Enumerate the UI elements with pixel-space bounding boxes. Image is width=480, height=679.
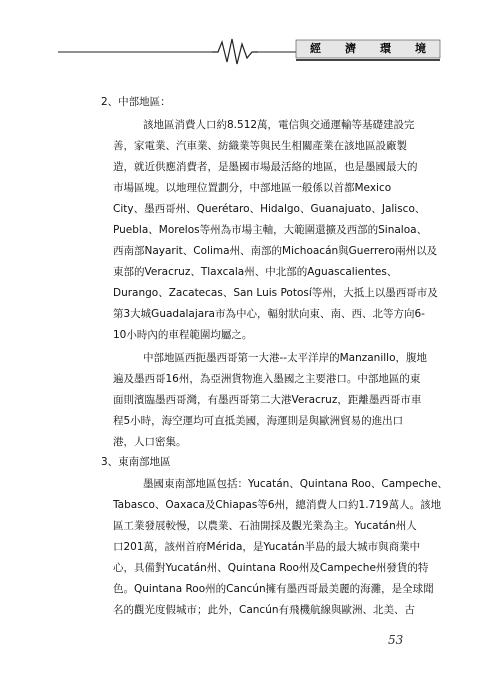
header-char-3: 環: [380, 42, 391, 55]
paragraph-line: 善，家電業、汽車業、紡織業等與民生相關產業在該地區設廠製: [113, 140, 407, 152]
header-char-2: 濟: [345, 42, 356, 55]
paragraph-line: 市場區塊。以地理位置劃分，中部地區一般係以首都Mexico: [113, 182, 392, 194]
paragraph-line: 面則濱臨墨西哥灣，有墨西哥第二大港Veracruz，距離墨西哥市車: [113, 394, 422, 406]
paragraph-line: 西南部Nayarit、Colima州、南部的Michoacán與Guerrero兩州以及: [113, 245, 438, 257]
paragraph-line: 名的觀光度假城市；此外，Cancún有飛機航線與歐洲、北美、古: [113, 604, 416, 616]
paragraph-line: 心，具備對Yucatán州、Quintana Roo州及Campeche州發貨的特: [113, 562, 429, 574]
paragraph-line: 東部的Veracruz、Tlaxcala州、中北部的Aguascalientes、: [113, 266, 398, 278]
paragraph-line: 港，人口密集。: [113, 436, 187, 448]
paragraph-line: 中部地區西扼墨西哥第一大港--太平洋岸的Manzanillo，腹地: [143, 352, 428, 364]
paragraph-line: Tabasco、Oaxaca及Chiapas等6州，總消費人口約1.719萬人。該地: [113, 499, 442, 511]
header-char-4: 境: [415, 42, 426, 55]
paragraph-line: 口201萬，該州首府Mérida，是Yucatán半島的最大城市與商業中: [113, 541, 421, 553]
paragraph-line: 區工業發展較慢，以農業、石油開採及觀光業為主。Yucatán州人: [113, 520, 417, 532]
paragraph-line: Puebla、Morelos等州為市場主軸，大範圍還擴及西部的Sinaloa、: [113, 224, 428, 236]
paragraph-line: 色。Quintana Roo州的Cancún擁有墨西哥最美麗的海灘，是全球聞: [113, 583, 434, 595]
paragraph-line: 造，就近供應消費者，是墨國市場最活絡的地區，也是墨國最大的: [113, 161, 418, 173]
paragraph-line: Durango、Zacatecas、San Luis Potosí等州，大抵上以墨西哥市及: [113, 287, 438, 299]
section-heading-southeast: 3、東南部地區: [101, 456, 171, 468]
page-number: 53: [388, 633, 404, 647]
paragraph-line: 程5小時，海空運均可直抵美國，海運則是與歐洲貿易的進出口: [113, 415, 404, 427]
header-section-title: [298, 40, 438, 56]
paragraph-line: City、墨西哥州、Querétaro、Hidalgo、Guanajuato、Jalisco、: [113, 203, 426, 215]
paragraph-line: 遍及墨西哥16州，為亞洲貨物進入墨國之主要港口。中部地區的東: [113, 373, 421, 385]
page-header: [0, 34, 480, 74]
paragraph-line: 墨國東南部地區包括：Yucatán、Quintana Roo、Campeche、: [143, 478, 448, 490]
section-heading-central: 2、中部地區：: [101, 96, 171, 108]
paragraph-line: 該地區消費人口約8.512萬，電信與交通運輸等基礎建設完: [143, 119, 415, 131]
paragraph-line: 第3大城Guadalajara市為中心，輻射狀向東、南、西、北等方向6-: [113, 308, 425, 320]
header-char-1: 經: [310, 42, 321, 55]
paragraph-line: 10小時內的車程範圍均屬之。: [113, 329, 253, 341]
